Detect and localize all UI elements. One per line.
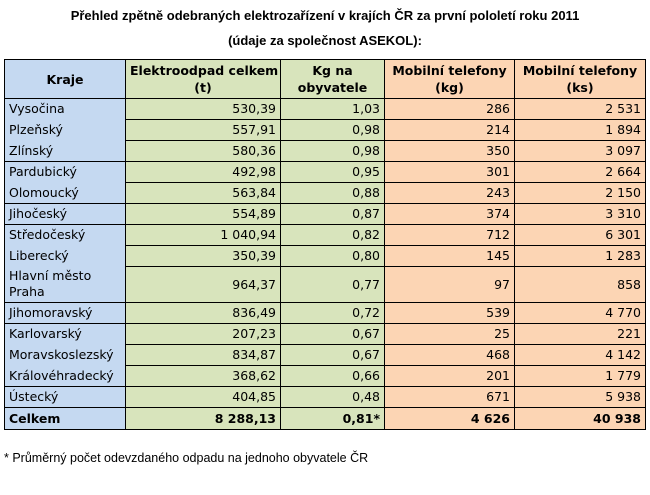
cell-mobil-kg: 539	[385, 303, 515, 324]
cell-kraj: Moravskoslezský	[5, 345, 126, 366]
cell-elektroodpad: 404,85	[126, 387, 281, 408]
cell-mobil-kg: 145	[385, 246, 515, 267]
cell-mobil-kg: 301	[385, 162, 515, 183]
header-kraje: Kraje	[5, 60, 126, 99]
cell-kg-na-obyvatele: 0,66	[281, 366, 385, 387]
cell-elektroodpad: 563,84	[126, 183, 281, 204]
cell-mobil-ks: 858	[515, 267, 646, 303]
title-line-2: (údaje za společnost ASEKOL):	[228, 33, 422, 48]
cell-kraj: Karlovarský	[5, 324, 126, 345]
cell-kg-na-obyvatele: 0,98	[281, 141, 385, 162]
cell-elektroodpad: 834,87	[126, 345, 281, 366]
cell-kraj: Vysočina	[5, 99, 126, 120]
cell-elektroodpad: 580,36	[126, 141, 281, 162]
cell-elektroodpad: 207,23	[126, 324, 281, 345]
cell-kg-na-obyvatele: 0,67	[281, 324, 385, 345]
cell-mobil-kg: 468	[385, 345, 515, 366]
cell-kraj: Ústecký	[5, 387, 126, 408]
header-elektroodpad: Elektroodpad celkem (t)	[126, 60, 281, 99]
cell-kraj: Liberecký	[5, 246, 126, 267]
cell-kg-na-obyvatele: 1,03	[281, 99, 385, 120]
cell-kg-na-obyvatele: 0,82	[281, 225, 385, 246]
table-row	[5, 303, 646, 324]
total-cell-kraj: Celkem	[5, 408, 126, 430]
cell-kg-na-obyvatele: 0,67	[281, 345, 385, 366]
total-cell-kg-na-obyvatele: 0,81*	[281, 408, 385, 430]
table-row	[5, 162, 646, 183]
cell-kg-na-obyvatele: 0,95	[281, 162, 385, 183]
cell-kg-na-obyvatele: 0,87	[281, 204, 385, 225]
table-row	[5, 246, 646, 267]
cell-mobil-ks: 1 779	[515, 366, 646, 387]
cell-kg-na-obyvatele: 0,80	[281, 246, 385, 267]
footnote: * Průměrný počet odevzdaného odpadu na jednoho obyvatele ČR	[4, 451, 369, 465]
cell-mobil-kg: 243	[385, 183, 515, 204]
table-row	[5, 225, 646, 246]
cell-kraj: Jihočeský	[5, 204, 126, 225]
cell-kraj: Jihomoravský	[5, 303, 126, 324]
table-row	[5, 345, 646, 366]
cell-mobil-ks: 3 310	[515, 204, 646, 225]
cell-mobil-kg: 712	[385, 225, 515, 246]
cell-mobil-ks: 4 770	[515, 303, 646, 324]
cell-mobil-kg: 374	[385, 204, 515, 225]
cell-elektroodpad: 557,91	[126, 120, 281, 141]
table-row	[5, 204, 646, 225]
cell-kg-na-obyvatele: 0,48	[281, 387, 385, 408]
region-table	[4, 59, 646, 430]
cell-elektroodpad: 1 040,94	[126, 225, 281, 246]
cell-mobil-ks: 3 097	[515, 141, 646, 162]
cell-mobil-kg: 350	[385, 141, 515, 162]
cell-mobil-ks: 1 894	[515, 120, 646, 141]
cell-kraj: Zlínský	[5, 141, 126, 162]
cell-kraj: Olomoucký	[5, 183, 126, 204]
header-mobil-kg: Mobilní telefony (kg)	[385, 60, 515, 99]
cell-kraj: Plzeňský	[5, 120, 126, 141]
cell-mobil-ks: 4 142	[515, 345, 646, 366]
cell-mobil-kg: 201	[385, 366, 515, 387]
cell-mobil-ks: 5 938	[515, 387, 646, 408]
cell-mobil-ks: 2 664	[515, 162, 646, 183]
cell-mobil-kg: 286	[385, 99, 515, 120]
cell-elektroodpad: 554,89	[126, 204, 281, 225]
table-row	[5, 99, 646, 120]
cell-mobil-kg: 214	[385, 120, 515, 141]
total-cell-mobil-ks: 40 938	[515, 408, 646, 430]
table-row	[5, 267, 646, 303]
total-cell-mobil-kg: 4 626	[385, 408, 515, 430]
cell-mobil-ks: 1 283	[515, 246, 646, 267]
cell-kg-na-obyvatele: 0,88	[281, 183, 385, 204]
cell-elektroodpad: 530,39	[126, 99, 281, 120]
table-row	[5, 387, 646, 408]
table-row	[5, 183, 646, 204]
header-kg-na-obyvatele: Kg na obyvatele	[281, 60, 385, 99]
table-row	[5, 324, 646, 345]
cell-elektroodpad: 492,98	[126, 162, 281, 183]
cell-elektroodpad: 964,37	[126, 267, 281, 303]
cell-mobil-kg: 671	[385, 387, 515, 408]
cell-mobil-kg: 97	[385, 267, 515, 303]
table-row	[5, 120, 646, 141]
cell-kraj: Hlavní město Praha	[5, 267, 126, 303]
cell-mobil-ks: 2 531	[515, 99, 646, 120]
cell-kg-na-obyvatele: 0,98	[281, 120, 385, 141]
table-row	[5, 141, 646, 162]
cell-kraj: Pardubický	[5, 162, 126, 183]
header-mobil-ks: Mobilní telefony (ks)	[515, 60, 646, 99]
table-header-row	[5, 60, 646, 99]
cell-elektroodpad: 350,39	[126, 246, 281, 267]
cell-kraj: Královéhradecký	[5, 366, 126, 387]
title-line-1: Přehled zpětně odebraných elektrozařízení v krajích ČR za první pololetí roku 2011	[70, 8, 580, 23]
cell-elektroodpad: 836,49	[126, 303, 281, 324]
cell-mobil-ks: 6 301	[515, 225, 646, 246]
total-row	[5, 408, 646, 430]
total-cell-elektroodpad: 8 288,13	[126, 408, 281, 430]
cell-mobil-kg: 25	[385, 324, 515, 345]
cell-elektroodpad: 368,62	[126, 366, 281, 387]
cell-kg-na-obyvatele: 0,72	[281, 303, 385, 324]
table-row	[5, 366, 646, 387]
cell-kraj: Středočeský	[5, 225, 126, 246]
cell-kg-na-obyvatele: 0,77	[281, 267, 385, 303]
cell-mobil-ks: 2 150	[515, 183, 646, 204]
cell-mobil-ks: 221	[515, 324, 646, 345]
